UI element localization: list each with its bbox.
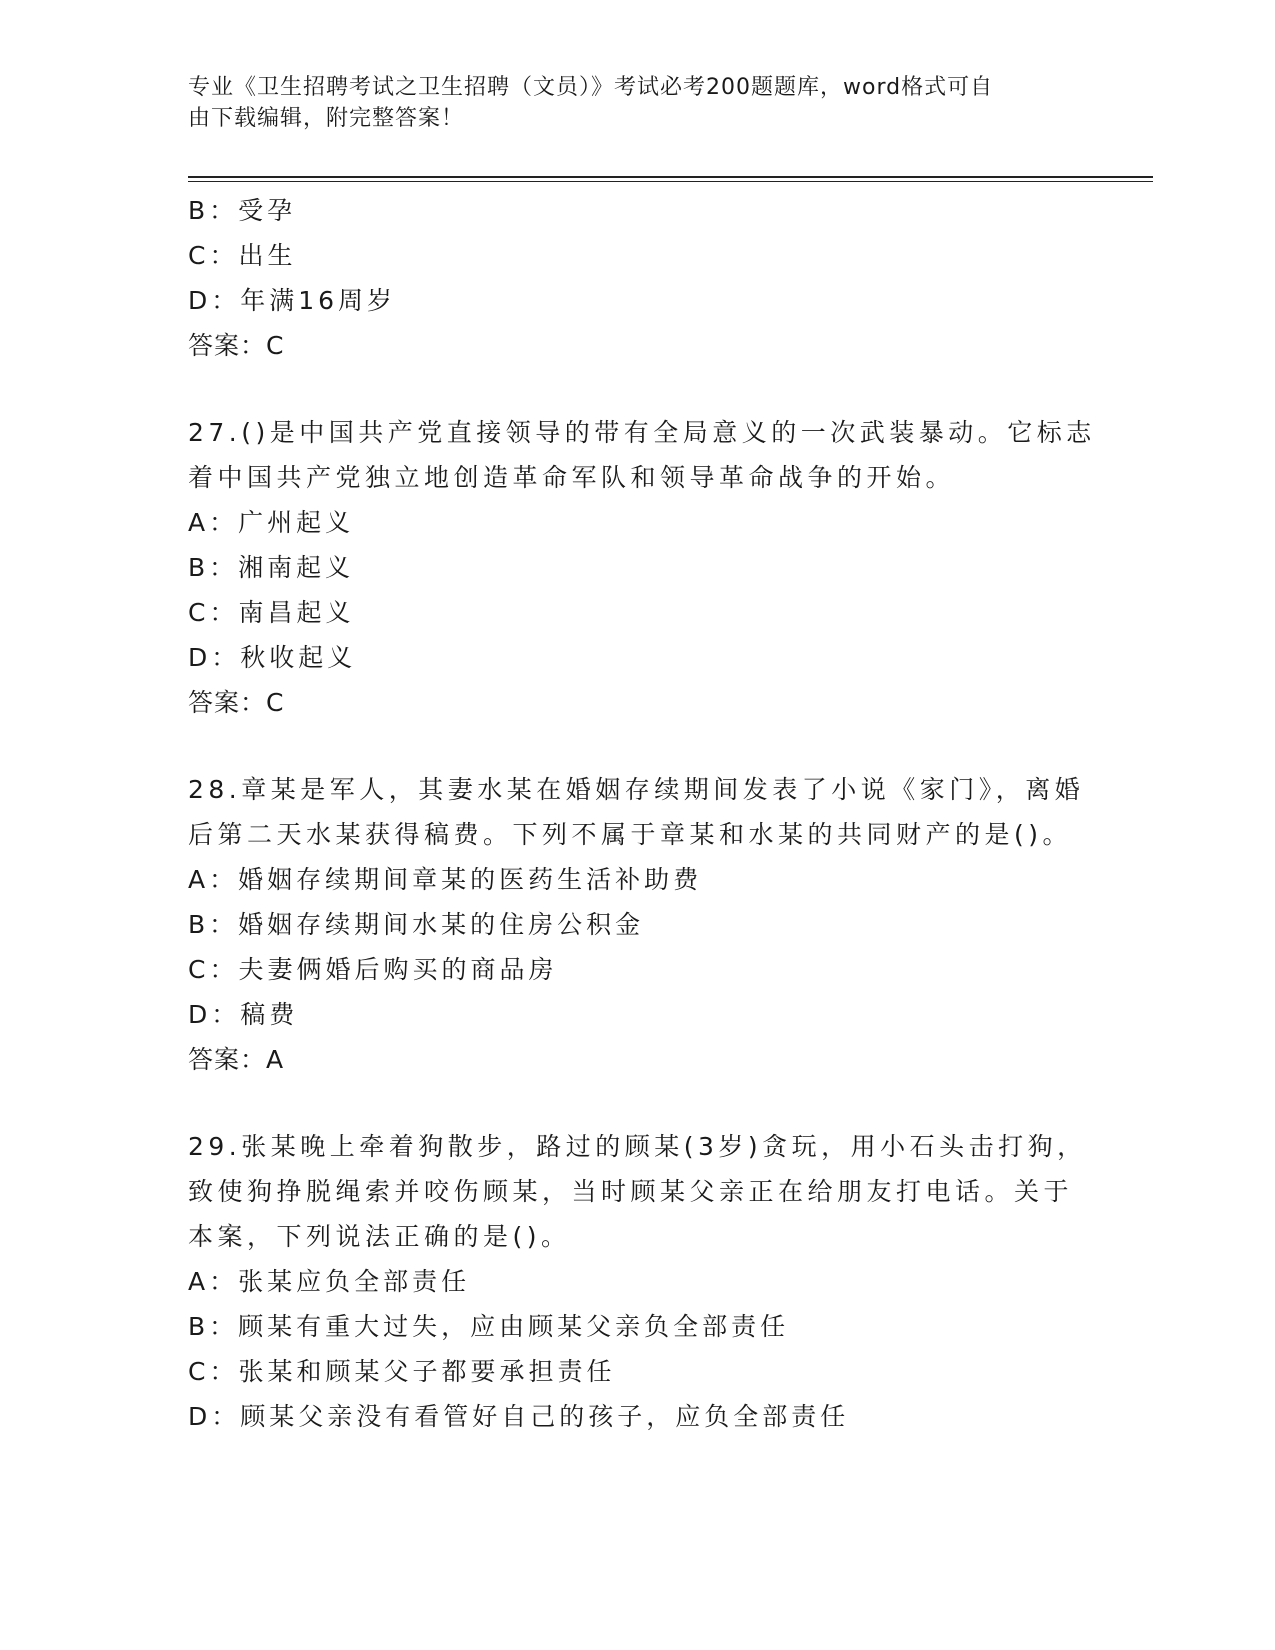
option-d: D：顾某父亲没有看管好自己的孩子，应负全部责任 (188, 1402, 850, 1431)
document-header (188, 72, 1088, 134)
option-a: A：婚姻存续期间章某的医药生活补助费 (188, 865, 703, 894)
option-b: B：受孕 (188, 196, 297, 225)
option-c: C：夫妻俩婚后购买的商品房 (188, 955, 558, 984)
option-d: D：年满16周岁 (188, 286, 397, 315)
question-stem (188, 410, 1096, 500)
option-a: A：广州起义 (188, 508, 355, 537)
stem-line: 着中国共产党独立地创造革命军队和领导革命战争的开始。 (188, 463, 956, 492)
option-d: D：秋收起义 (188, 643, 357, 672)
stem-line: 27.()是中国共产党直接领导的带有全局意义的一次武装暴动。它标志 (188, 418, 1096, 447)
question-list (188, 188, 1096, 1439)
option-b: B：顾某有重大过失，应由顾某父亲负全部责任 (188, 1312, 790, 1341)
answer-label: 答案：C (188, 688, 285, 717)
question-spacer (188, 1082, 1088, 1124)
question-29 (188, 1124, 1088, 1439)
question-28 (188, 767, 1088, 1082)
header-title-line-2: 由下载编辑，附完整答案！ (188, 106, 465, 131)
stem-line: 29.张某晚上牵着狗散步，路过的顾某(3岁)贪玩，用小石头击打狗， (188, 1132, 1087, 1161)
option-c: C：出生 (188, 241, 297, 270)
header-divider-thick (188, 176, 1153, 178)
question-spacer (188, 368, 1088, 410)
answer-label: 答案：C (188, 331, 285, 360)
question-27 (188, 410, 1096, 725)
header-divider-thin (188, 181, 1153, 182)
option-a: A：张某应负全部责任 (188, 1267, 471, 1296)
question-spacer (188, 725, 1088, 767)
question-stem (188, 1124, 1088, 1259)
question-26-tail (188, 188, 1088, 368)
option-c: C：南昌起义 (188, 598, 355, 627)
answer-label: 答案：A (188, 1045, 285, 1074)
option-b: B：婚姻存续期间水某的住房公积金 (188, 910, 645, 939)
header-title-line-1: 专业《卫生招聘考试之卫生招聘（文员）》考试必考200题题库，word格式可自 (188, 75, 994, 100)
option-c: C：张某和顾某父子都要承担责任 (188, 1357, 616, 1386)
stem-line: 28.章某是军人，其妻水某在婚姻存续期间发表了小说《家门》，离婚 (188, 775, 1085, 804)
stem-line: 后第二天水某获得稿费。下列不属于章某和水某的共同财产的是()。 (188, 820, 1073, 849)
option-d: D：稿费 (188, 1000, 299, 1029)
option-b: B：湘南起义 (188, 553, 355, 582)
stem-line: 本案，下列说法正确的是()。 (188, 1222, 571, 1251)
question-stem (188, 767, 1088, 857)
stem-line: 致使狗挣脱绳索并咬伤顾某，当时顾某父亲正在给朋友打电话。关于 (188, 1177, 1074, 1206)
